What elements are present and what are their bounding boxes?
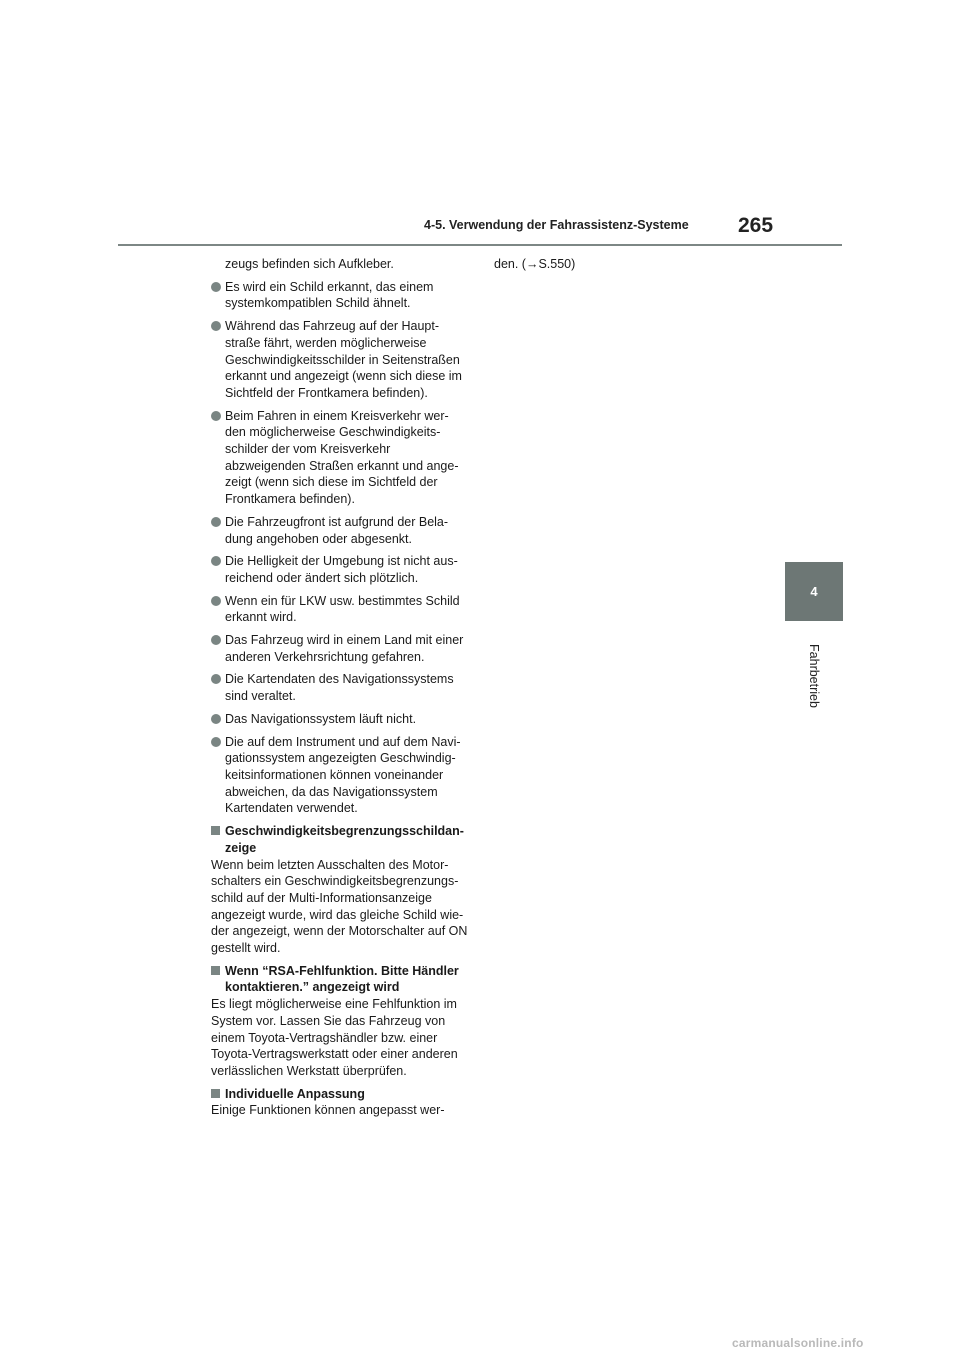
bullet-item	[211, 279, 469, 312]
heading-text: Wenn “RSA-Fehlfunktion. Bitte Händler kontaktieren.” angezeigt wird	[225, 963, 459, 995]
watermark: carmanualsonline.info	[732, 1336, 864, 1350]
square-bullet-icon	[211, 826, 220, 835]
bullet-dot-icon	[211, 674, 221, 684]
section-heading	[211, 963, 469, 996]
bullet-item	[211, 711, 469, 728]
bullet-item	[211, 553, 469, 586]
bullet-item	[211, 632, 469, 665]
bullet-text: Das Navigationssystem läuft nicht.	[225, 711, 417, 726]
page-number: 265	[738, 214, 774, 237]
bullet-dot-icon	[211, 321, 221, 331]
continuation-text: zeugs befinden sich Aufkleber.	[225, 257, 394, 271]
bullet-dot-icon	[211, 635, 221, 645]
bullet-dot-icon	[211, 556, 221, 566]
bullet-dot-icon	[211, 596, 221, 606]
section-body: Es liegt möglicherweise eine Fehlfunktion im System vor. Lassen Sie das Fahrzeug von einem Toyota-Vertragshändler bzw. einer Toyota-Vertragswerkstatt oder einer anderen verlässlichen Werkstatt überprüfen.	[211, 997, 458, 1078]
bullet-text: Während das Fahrzeug auf der Haupt-straße fährt, werden möglicherweise Geschwindigkeitsschilder in Seitenstraßen erkannt und angezeigt (wenn sich diese im Sichtfeld der Frontkamera befinden).	[225, 319, 462, 400]
chapter-label: Fahrbetrieb	[807, 644, 821, 708]
bullet-item	[211, 318, 469, 402]
bullet-text: Die Helligkeit der Umgebung ist nicht aus-reichend oder ändert sich plötzlich.	[225, 554, 458, 585]
bullet-text: Es wird ein Schild erkannt, das einem systemkompatiblen Schild ähnelt.	[225, 279, 434, 311]
section-heading	[211, 1086, 469, 1103]
bullet-dot-icon	[211, 411, 221, 421]
bullet-item	[211, 671, 469, 704]
section-body: Wenn beim letzten Ausschalten des Motor-schalters ein Geschwindigkeitsbegrenzungs-schild auf der Multi-Informationsanzeige angezeigt wurde, wird das gleiche Schild wie-der angezeigt, wenn der Motorschalter auf ON gestellt wird.	[211, 857, 468, 956]
chapter-tab	[785, 562, 843, 621]
bullet-text: Beim Fahren in einem Kreisverkehr wer-den möglicherweise Geschwindigkeits-schilder der vom Kreisverkehr abzweigenden Straßen erkannt und ange-zeigt (wenn sich diese im Sichtfeld der Frontkamera befinden).	[225, 408, 459, 507]
bullet-item	[211, 734, 469, 818]
bullet-dot-icon	[211, 517, 221, 527]
chapter-number: 4	[810, 584, 818, 599]
right-column	[494, 256, 752, 273]
bullet-text: Das Fahrzeug wird in einem Land mit einer anderen Verkehrsrichtung gefahren.	[225, 633, 464, 664]
heading-text: Individuelle Anpassung	[225, 1086, 365, 1101]
bullet-dot-icon	[211, 282, 221, 292]
bullet-item	[211, 514, 469, 547]
section-title: 4-5. Verwendung der Fahrassistenz-Systeme	[424, 218, 689, 232]
bullet-dot-icon	[211, 714, 221, 724]
continuation-text: den. (→S.550)	[494, 257, 576, 271]
bullet-text: Die Fahrzeugfront ist aufgrund der Bela-dung angehoben oder abgesenkt.	[225, 514, 449, 546]
square-bullet-icon	[211, 966, 220, 975]
section-heading	[211, 823, 469, 856]
bullet-item	[211, 593, 469, 626]
bullet-text: Die Kartendaten des Navigationssystems sind veraltet.	[225, 672, 454, 704]
square-bullet-icon	[211, 1089, 220, 1098]
heading-text: Geschwindigkeitsbegrenzungsschildan-zeige	[225, 824, 464, 855]
header-rule	[118, 244, 842, 246]
left-column	[211, 256, 469, 1119]
bullet-text: Die auf dem Instrument und auf dem Navi-gationssystem angezeigten Geschwindig-keitsinformationen können voneinander abweichen, da das Navigationssystem Kartendaten verwendet.	[225, 734, 461, 816]
bullet-text: Wenn ein für LKW usw. bestimmtes Schild erkannt wird.	[225, 593, 460, 625]
bullet-dot-icon	[211, 737, 221, 747]
bullet-item	[211, 408, 469, 508]
section-body: Einige Funktionen können angepasst wer-	[211, 1103, 445, 1118]
